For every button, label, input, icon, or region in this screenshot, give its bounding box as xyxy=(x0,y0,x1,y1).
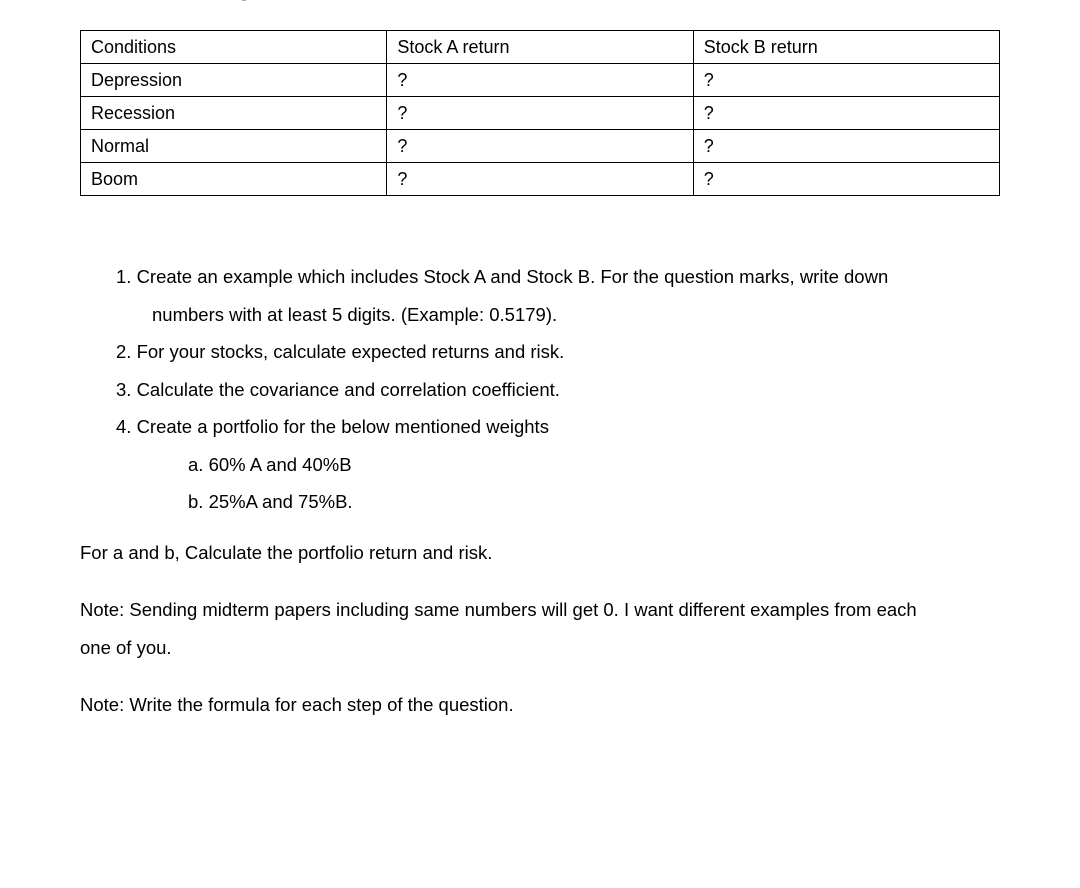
table-row xyxy=(81,130,1000,163)
condition-cell: Depression xyxy=(81,64,387,97)
stock-a-cell: ? xyxy=(387,97,693,130)
question-list xyxy=(116,258,996,521)
question-3: 3. Calculate the covariance and correlation coefficient. xyxy=(116,378,560,400)
page-top-fragment xyxy=(240,0,248,1)
note-1-line-1: Note: Sending midterm papers including same numbers will get 0. I want different examples from each xyxy=(80,599,917,620)
table-row xyxy=(81,163,1000,196)
question-4: 4. Create a portfolio for the below mentioned weights xyxy=(116,416,549,437)
header-conditions: Conditions xyxy=(81,31,387,64)
table-row xyxy=(81,64,1000,97)
question-4-option-b: b. 25%A and 75%B. xyxy=(188,491,353,512)
question-2: 2. For your stocks, calculate expected returns and risk. xyxy=(116,341,565,362)
stock-a-cell: ? xyxy=(387,64,693,97)
stock-b-cell: ? xyxy=(693,97,999,130)
header-stock-b: Stock B return xyxy=(693,31,999,64)
note-1-line-2: one of you. xyxy=(80,636,172,658)
condition-cell: Normal xyxy=(81,130,387,163)
question-1-line-2: numbers with at least 5 digits. (Example: 0.5179). xyxy=(152,303,558,325)
stock-b-cell: ? xyxy=(693,64,999,97)
note-different-numbers xyxy=(80,591,1010,666)
returns-table xyxy=(80,30,1000,196)
stock-a-cell: ? xyxy=(387,130,693,163)
question-1-line-1: 1. Create an example which includes Stock A and Stock B. For the question marks, write down xyxy=(116,266,889,287)
stock-b-cell: ? xyxy=(693,130,999,163)
note-write-formula: Note: Write the formula for each step of the question. xyxy=(80,694,514,715)
calc-instruction: For a and b, Calculate the portfolio return and risk. xyxy=(80,542,493,563)
table-header-row xyxy=(81,31,1000,64)
condition-cell: Recession xyxy=(81,97,387,130)
stock-b-cell: ? xyxy=(693,163,999,196)
question-4-option-a: a. 60% A and 40%B xyxy=(188,453,352,475)
stock-a-cell: ? xyxy=(387,163,693,196)
condition-cell: Boom xyxy=(81,163,387,196)
table-row xyxy=(81,97,1000,130)
header-stock-a: Stock A return xyxy=(387,31,693,64)
